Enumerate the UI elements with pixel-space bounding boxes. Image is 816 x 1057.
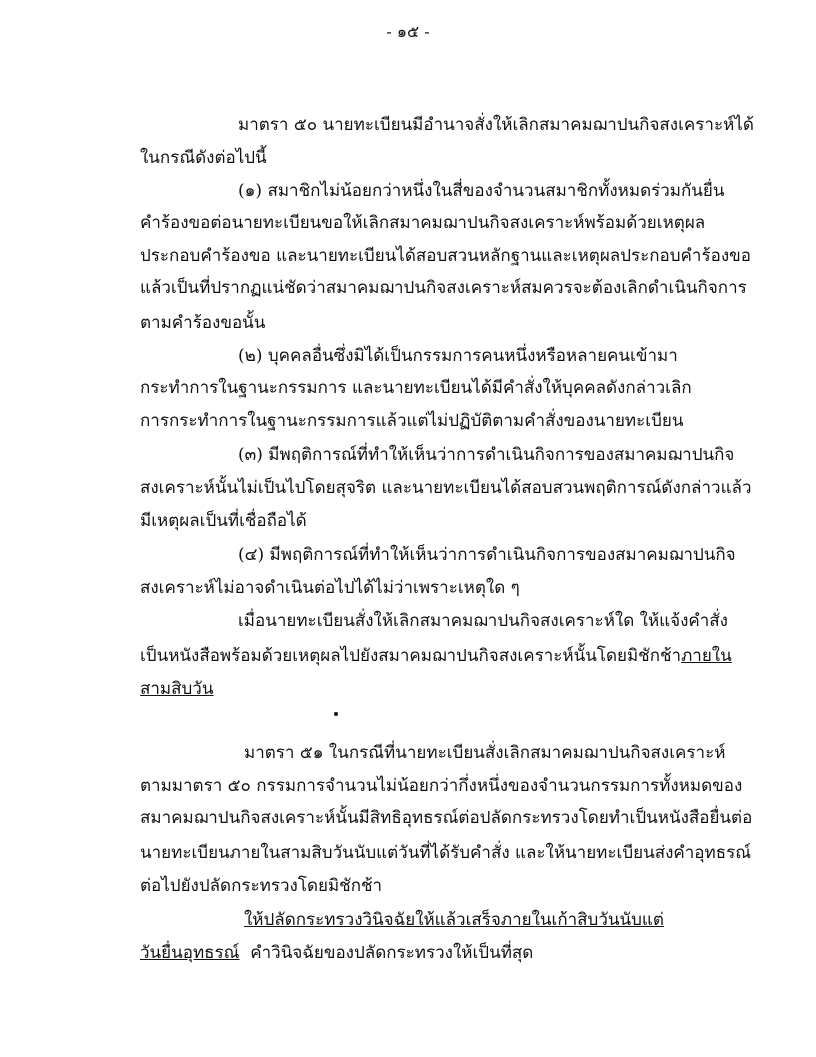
notice-paragraph: เมื่อนายทะเบียนสั่งให้เลิกสมาคมฌาปนกิจสงเคราะห์ใด ให้แจ้งคำสั่ง — [238, 611, 728, 631]
text-line: สงเคราะห์ไม่อาจดำเนินต่อไปได้ไม่ว่าเพราะเหตุใด ๆ — [140, 578, 520, 598]
text-line: ในกรณีดังต่อไปนี้ — [140, 148, 267, 168]
underlined-text: วันยื่นอุทธรณ์ — [140, 943, 240, 963]
text-line: ตามมาตรา ๕๐ กรรมการจำนวนไม่น้อยกว่ากึ่งหนึ่งของจำนวนกรรมการทั้งหมดของ — [140, 776, 743, 796]
section-50-heading: มาตรา ๕๐ นายทะเบียนมีอำนาจสั่งให้เลิกสมาคมฌาปนกิจสงเคราะห์ได้ — [238, 115, 754, 135]
text-line — [140, 941, 533, 965]
text-line: มีเหตุผลเป็นที่เชื่อถือได้ — [140, 511, 307, 531]
text-line: การกระทำการในฐานะกรรมการแล้วแต่ไม่ปฏิบัติตามคำสั่งของนายทะเบียน — [140, 411, 684, 431]
item-1: (๑) สมาชิกไม่น้อยกว่าหนึ่งในสี่ของจำนวนสมาชิกทั้งหมดร่วมกันยื่น — [238, 181, 725, 201]
text-line: ประกอบคำร้องขอ และนายทะเบียนได้สอบสวนหลักฐานและเหตุผลประกอบคำร้องขอ — [140, 246, 751, 266]
text-line: แล้วเป็นที่ปรากฏแน่ชัดว่าสมาคมฌาปนกิจสงเคราะห์สมควรจะต้องเลิกดำเนินกิจการ — [140, 278, 747, 298]
page-number: - ๑๕ - — [386, 22, 430, 41]
text-line: สงเคราะห์นั้นไม่เป็นไปโดยสุจริต และนายทะเบียนได้สอบสวนพฤติการณ์ดังกล่าวแล้ว — [140, 478, 752, 498]
item-3: (๓) มีพฤติการณ์ที่ทำให้เห็นว่าการดำเนินกิจการของสมาคมฌาปนกิจ — [238, 445, 735, 465]
text-span: เป็นหนังสือพร้อมด้วยเหตุผลไปยังสมาคมฌาปนกิจสงเคราะห์นั้นโดยมิชักช้า — [140, 646, 682, 666]
stray-mark — [334, 712, 338, 716]
item-2: (๒) บุคคลอื่นซึ่งมิได้เป็นกรรมการคนหนึ่งหรือหลายคนเข้ามา — [238, 346, 678, 366]
underlined-text: ภายใน — [681, 646, 732, 666]
text-line: นายทะเบียนภายในสามสิบวันนับแต่วันที่ได้รับคำสั่ง และให้นายทะเบียนส่งคำอุทธรณ์ — [140, 843, 751, 863]
text-line: สมาคมฌาปนกิจสงเคราะห์นั้นมีสิทธิอุทธรณ์ต่อปลัดกระทรวงโดยทำเป็นหนังสือยื่นต่อ — [140, 808, 753, 828]
section-51-heading: มาตรา ๕๑ ในกรณีที่นายทะเบียนสั่งเลิกสมาคมฌาปนกิจสงเคราะห์ — [244, 743, 726, 763]
text-line: ตามคำร้องขอนั้น — [140, 313, 266, 333]
text-line: คำร้องขอต่อนายทะเบียนขอให้เลิกสมาคมฌาปนกิจสงเคราะห์พร้อมด้วยเหตุผล — [140, 213, 706, 233]
text-line — [140, 644, 732, 668]
item-4: (๔) มีพฤติการณ์ที่ทำให้เห็นว่าการดำเนินกิจการของสมาคมฌาปนกิจ — [238, 545, 736, 565]
underlined-text: สามสิบวัน — [140, 679, 214, 699]
text-span: คำวินิจฉัยของปลัดกระทรวงให้เป็นที่สุด — [250, 943, 534, 963]
text-line: กระทำการในฐานะกรรมการ และนายทะเบียนได้มีคำสั่งให้บุคคลดังกล่าวเลิก — [140, 378, 692, 398]
text-line: ต่อไปยังปลัดกระทรวงโดยมิชักช้า — [140, 876, 383, 896]
underlined-text: ให้ปลัดกระทรวงวินิจฉัยให้แล้วเสร็จภายในเก้าสิบวันนับแต่ — [244, 910, 664, 930]
